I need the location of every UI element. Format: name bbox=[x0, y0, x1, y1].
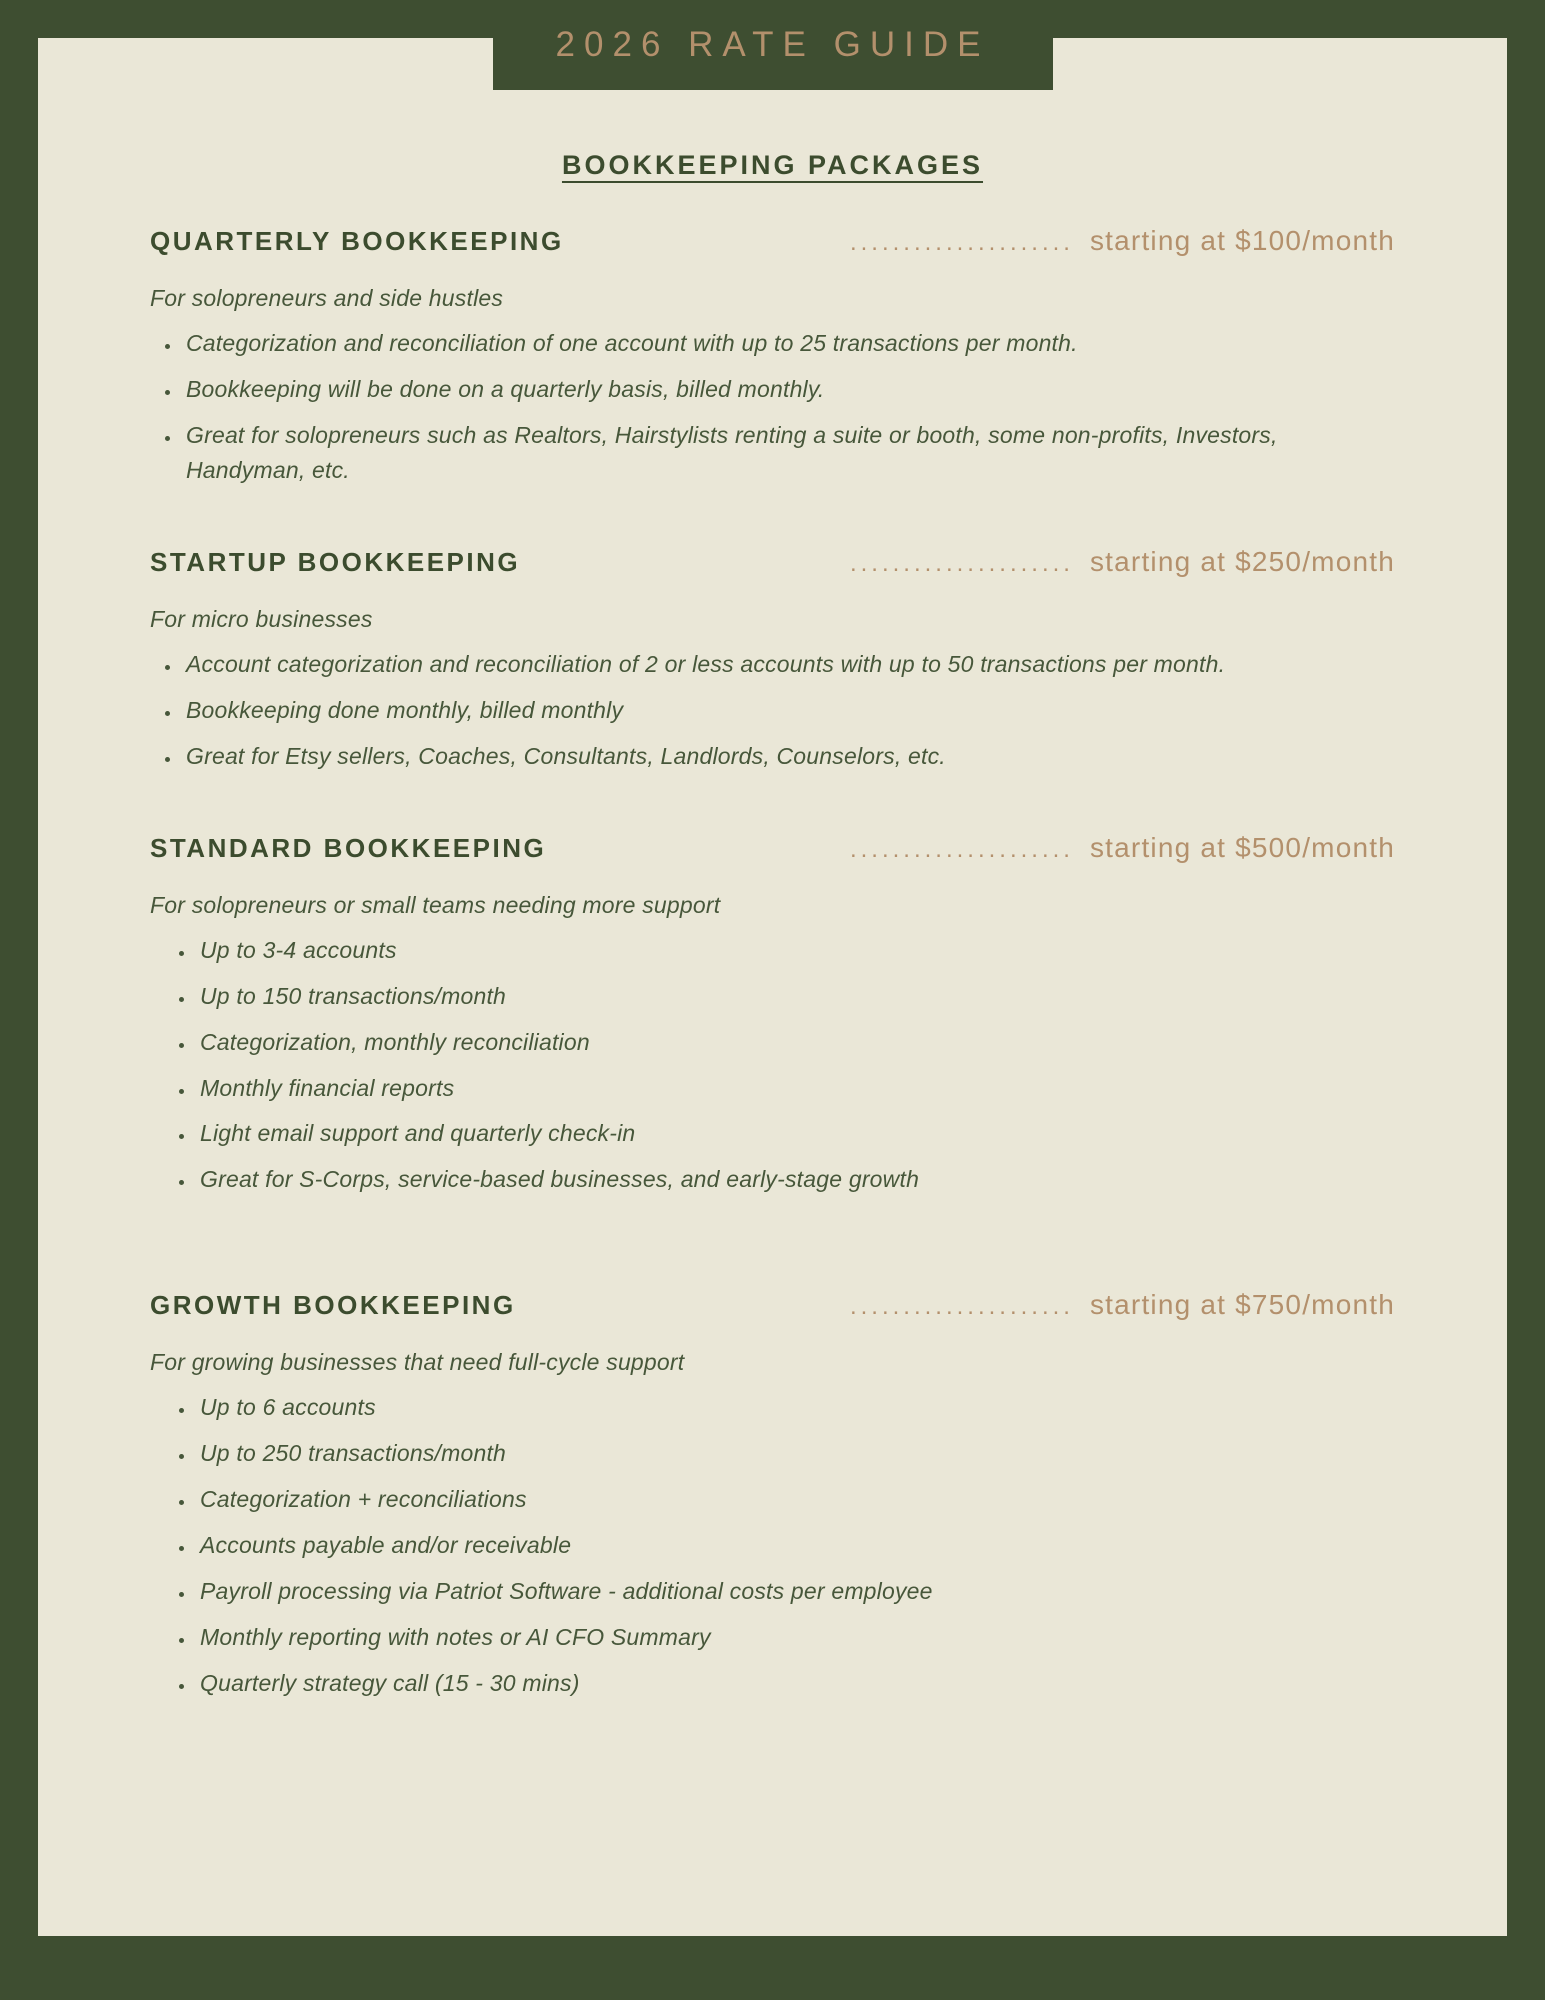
header-banner bbox=[493, 0, 1053, 90]
bullet-list bbox=[150, 1390, 1395, 1701]
bullet-item: • Light email support and quarterly check-in bbox=[196, 1116, 1395, 1151]
bullet-item: • Great for Etsy sellers, Coaches, Consultants, Landlords, Counselors, etc. bbox=[182, 739, 1395, 774]
rate-text: starting at $250/month bbox=[1089, 545, 1395, 577]
section-rate bbox=[850, 546, 1395, 578]
section-heading-row bbox=[150, 1289, 1395, 1321]
bullet-item: • Up to 150 transactions/month bbox=[196, 979, 1395, 1014]
section-startup-bookkeeping bbox=[150, 546, 1395, 774]
section-heading-row bbox=[150, 225, 1395, 257]
section-heading: QUARTERLY BOOKKEEPING bbox=[150, 226, 564, 256]
dot-leader: ..................... bbox=[849, 229, 1074, 256]
rate-text: starting at $500/month bbox=[1089, 831, 1395, 863]
bullet-item: • Quarterly strategy call (15 - 30 mins) bbox=[196, 1666, 1395, 1701]
rate-text: starting at $750/month bbox=[1089, 1289, 1395, 1321]
bullet-item: • Categorization, monthly reconciliation bbox=[196, 1025, 1395, 1060]
dot-leader: ..................... bbox=[849, 835, 1074, 863]
bullet-item: • Great for S-Corps, service-based businesses, and early-stage growth bbox=[196, 1162, 1395, 1197]
section-heading: STANDARD BOOKKEEPING bbox=[150, 832, 547, 863]
section-heading-row bbox=[150, 832, 1395, 864]
bullet-item: • Bookkeeping done monthly, billed monthly bbox=[182, 693, 1395, 728]
section-heading: STARTUP BOOKKEEPING bbox=[150, 546, 521, 577]
bullet-list bbox=[150, 933, 1395, 1198]
bullet-item: • Account categorization and reconciliation of 2 or less accounts with up to 50 transactions per month. bbox=[182, 647, 1395, 682]
section-rate bbox=[850, 225, 1395, 257]
section-intro: For micro businesses bbox=[150, 605, 373, 632]
bullet-item: • Bookkeeping will be done on a quarterly basis, billed monthly. bbox=[182, 372, 1395, 407]
section-quarterly-bookkeeping bbox=[150, 225, 1395, 488]
bullet-item: • Up to 250 transactions/month bbox=[196, 1436, 1395, 1471]
rate-guide-page bbox=[38, 38, 1507, 1936]
bullet-item: • Up to 3-4 accounts bbox=[196, 933, 1395, 968]
section-intro: For solopreneurs or small teams needing more support bbox=[150, 891, 721, 918]
section-heading-row bbox=[150, 546, 1395, 578]
section-heading: GROWTH BOOKKEEPING bbox=[150, 1290, 516, 1321]
content-area bbox=[38, 150, 1507, 1701]
section-rate bbox=[850, 832, 1395, 864]
section-rate bbox=[850, 1289, 1395, 1321]
section-intro: For growing businesses that need full-cycle support bbox=[150, 1349, 685, 1376]
dot-leader: ..................... bbox=[849, 549, 1074, 577]
bullet-item: • Great for solopreneurs such as Realtors, Hairstylists renting a suite or booth, some non-profits, Investors, Handyman, etc. bbox=[182, 418, 1395, 488]
section-intro: For solopreneurs and side hustles bbox=[150, 285, 504, 311]
page-title: BOOKKEEPING PACKAGES bbox=[561, 150, 984, 180]
bullet-item: • Accounts payable and/or receivable bbox=[196, 1528, 1395, 1563]
bullet-item: • Payroll processing via Patriot Software - additional costs per employee bbox=[196, 1574, 1395, 1609]
bullet-item: • Categorization and reconciliation of one account with up to 25 transactions per month. bbox=[182, 326, 1395, 361]
section-growth-bookkeeping bbox=[150, 1289, 1395, 1701]
bullet-item: • Up to 6 accounts bbox=[196, 1390, 1395, 1425]
bullet-item: • Categorization + reconciliations bbox=[196, 1482, 1395, 1517]
bullet-list bbox=[150, 647, 1395, 774]
bullet-item: • Monthly financial reports bbox=[196, 1071, 1395, 1106]
bullet-item: • Monthly reporting with notes or AI CFO Summary bbox=[196, 1620, 1395, 1655]
bullet-list bbox=[150, 326, 1395, 488]
rate-text: starting at $100/month bbox=[1089, 225, 1395, 256]
dot-leader: ..................... bbox=[849, 1293, 1074, 1321]
banner-title: 2026 RATE GUIDE bbox=[555, 25, 990, 64]
section-standard-bookkeeping bbox=[150, 832, 1395, 1198]
